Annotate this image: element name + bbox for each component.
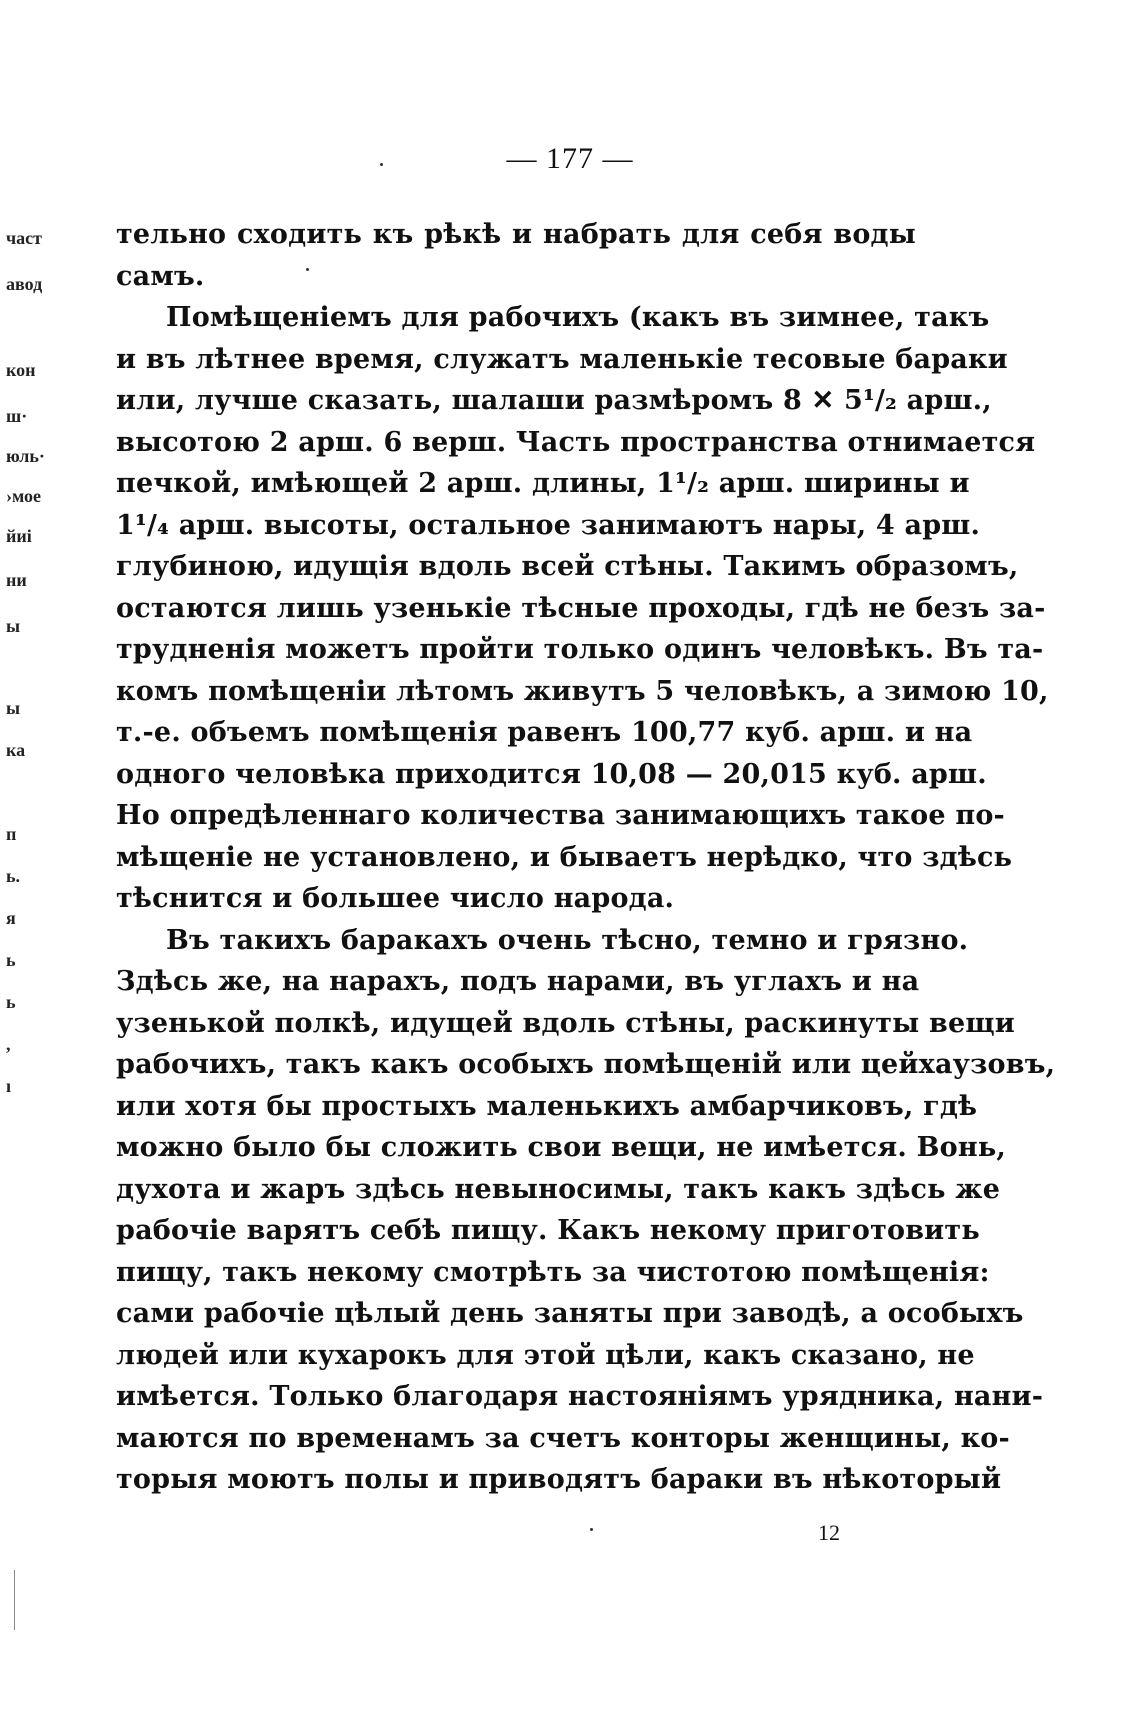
- text-line: маются по временамъ за счетъ конторы женщины, ко-: [116, 1422, 1010, 1454]
- text-line: рабочихъ, такъ какъ особыхъ помѣщеній или цейхаузовъ,: [116, 1049, 1056, 1080]
- text-line: остаются лишь узенькіе тѣсные проходы, гдѣ не безъ за-: [116, 592, 1046, 624]
- text-line: Здѣсь же, на нарахъ, подъ нарами, въ углахъ и на: [116, 966, 920, 997]
- margin-fragment: йиi: [6, 526, 32, 546]
- text-line: мѣщеніе не установлено, и бываетъ нерѣдко, что здѣсь: [116, 841, 1013, 873]
- margin-fragment: ь: [6, 992, 16, 1012]
- text-line: одного человѣка приходится 10,08 — 20,015 куб. арш.: [116, 758, 987, 790]
- text-line: т.-е. объемъ помѣщенія равенъ 100,77 куб. арш. и на: [116, 717, 973, 748]
- margin-fragment: ı: [6, 1076, 12, 1096]
- margin-fragment: ,: [6, 1034, 11, 1054]
- text-line: комъ помѣщеніи лѣтомъ живутъ 5 человѣкъ, а зимою 10,: [116, 675, 1049, 707]
- text-line: или, лучше сказать, шалаши размѣромъ 8 ✕ 5¹/₂ арш.,: [116, 385, 992, 416]
- text-line: высотою 2 арш. 6 верш. Часть пространства отнимается: [116, 426, 1036, 458]
- margin-fragment: п: [6, 824, 17, 844]
- margin-fragment: кон: [6, 360, 36, 380]
- paragraph-start: Въ такихъ баракахъ очень тѣсно, темно и грязно.: [166, 924, 969, 956]
- text-line: или хотя бы простыхъ маленькихъ амбарчиковъ, гдѣ: [116, 1090, 978, 1122]
- margin-fragment: ь.: [6, 866, 21, 886]
- text-line: торыя моютъ полы и приводятъ бараки въ нѣкоторый: [116, 1464, 1002, 1495]
- body-text: [116, 214, 1056, 1501]
- page-edge-mark: [14, 1570, 15, 1630]
- text-line: тельно сходить къ рѣкѣ и набрать для себя воды: [116, 219, 916, 250]
- text-line: узенькой полкѣ, идущей вдоль стѣны, раскинуты вещи: [116, 1007, 1015, 1039]
- page-number: — 177 —: [506, 142, 634, 175]
- printer-signature: 12: [818, 1520, 840, 1545]
- paragraph-start: Помѣщеніемъ для рабочихъ (какъ въ зимнее, такъ: [166, 302, 990, 333]
- text-line: имѣется. Только благодаря настояніямъ урядника, нани-: [116, 1381, 1044, 1412]
- margin-fragment: част: [6, 228, 42, 248]
- print-speck: [590, 1528, 593, 1531]
- margin-fragment: ни: [6, 570, 27, 590]
- text-line: глубиною, идущія вдоль всей стѣны. Такимъ образомъ,: [116, 551, 1019, 582]
- margin-fragment: я: [6, 908, 16, 928]
- text-line: и въ лѣтнее время, служатъ маленькіе тесовые бараки: [116, 343, 1008, 375]
- margin-fragment: юль·: [6, 446, 45, 466]
- text-line: тѣснится и большее число народа.: [116, 883, 675, 914]
- text-line: рабочіе варятъ себѣ пищу. Какъ некому приготовить: [116, 1215, 980, 1246]
- print-speck: [380, 163, 383, 166]
- margin-fragment: ы: [6, 698, 21, 718]
- text-line: трудненія можетъ пройти только одинъ человѣкъ. Въ та-: [116, 634, 1044, 665]
- margin-fragment: ш·: [6, 406, 28, 426]
- text-line: сами рабочіе цѣлый день заняты при заводѣ, а особыхъ: [116, 1298, 1024, 1329]
- margin-fragment: ы: [6, 616, 21, 636]
- text-line: Но опредѣленнаго количества занимающихъ такое по-: [116, 800, 1005, 831]
- text-line: можно было бы сложить свои вещи, не имѣется. Вонь,: [116, 1132, 1006, 1163]
- margin-fragment: ь: [6, 950, 16, 970]
- text-line: самъ.: [116, 260, 205, 292]
- margin-fragment: ›мое: [6, 486, 42, 506]
- text-line: пищу, такъ некому смотрѣть за чистотою помѣщенія:: [116, 1256, 990, 1288]
- text-line: 1¹/₄ арш. высоты, остальное занимаютъ нары, 4 арш.: [116, 509, 981, 541]
- margin-fragment: авод: [6, 274, 43, 294]
- text-line: печкой, имѣющей 2 арш. длины, 1¹/₂ арш. ширины и: [116, 468, 970, 499]
- text-line: людей или кухарокъ для этой цѣли, какъ сказано, не: [116, 1339, 975, 1371]
- margin-fragment: ка: [6, 740, 26, 760]
- text-line: духота и жаръ здѣсь невыносимы, такъ какъ здѣсь же: [116, 1173, 1001, 1205]
